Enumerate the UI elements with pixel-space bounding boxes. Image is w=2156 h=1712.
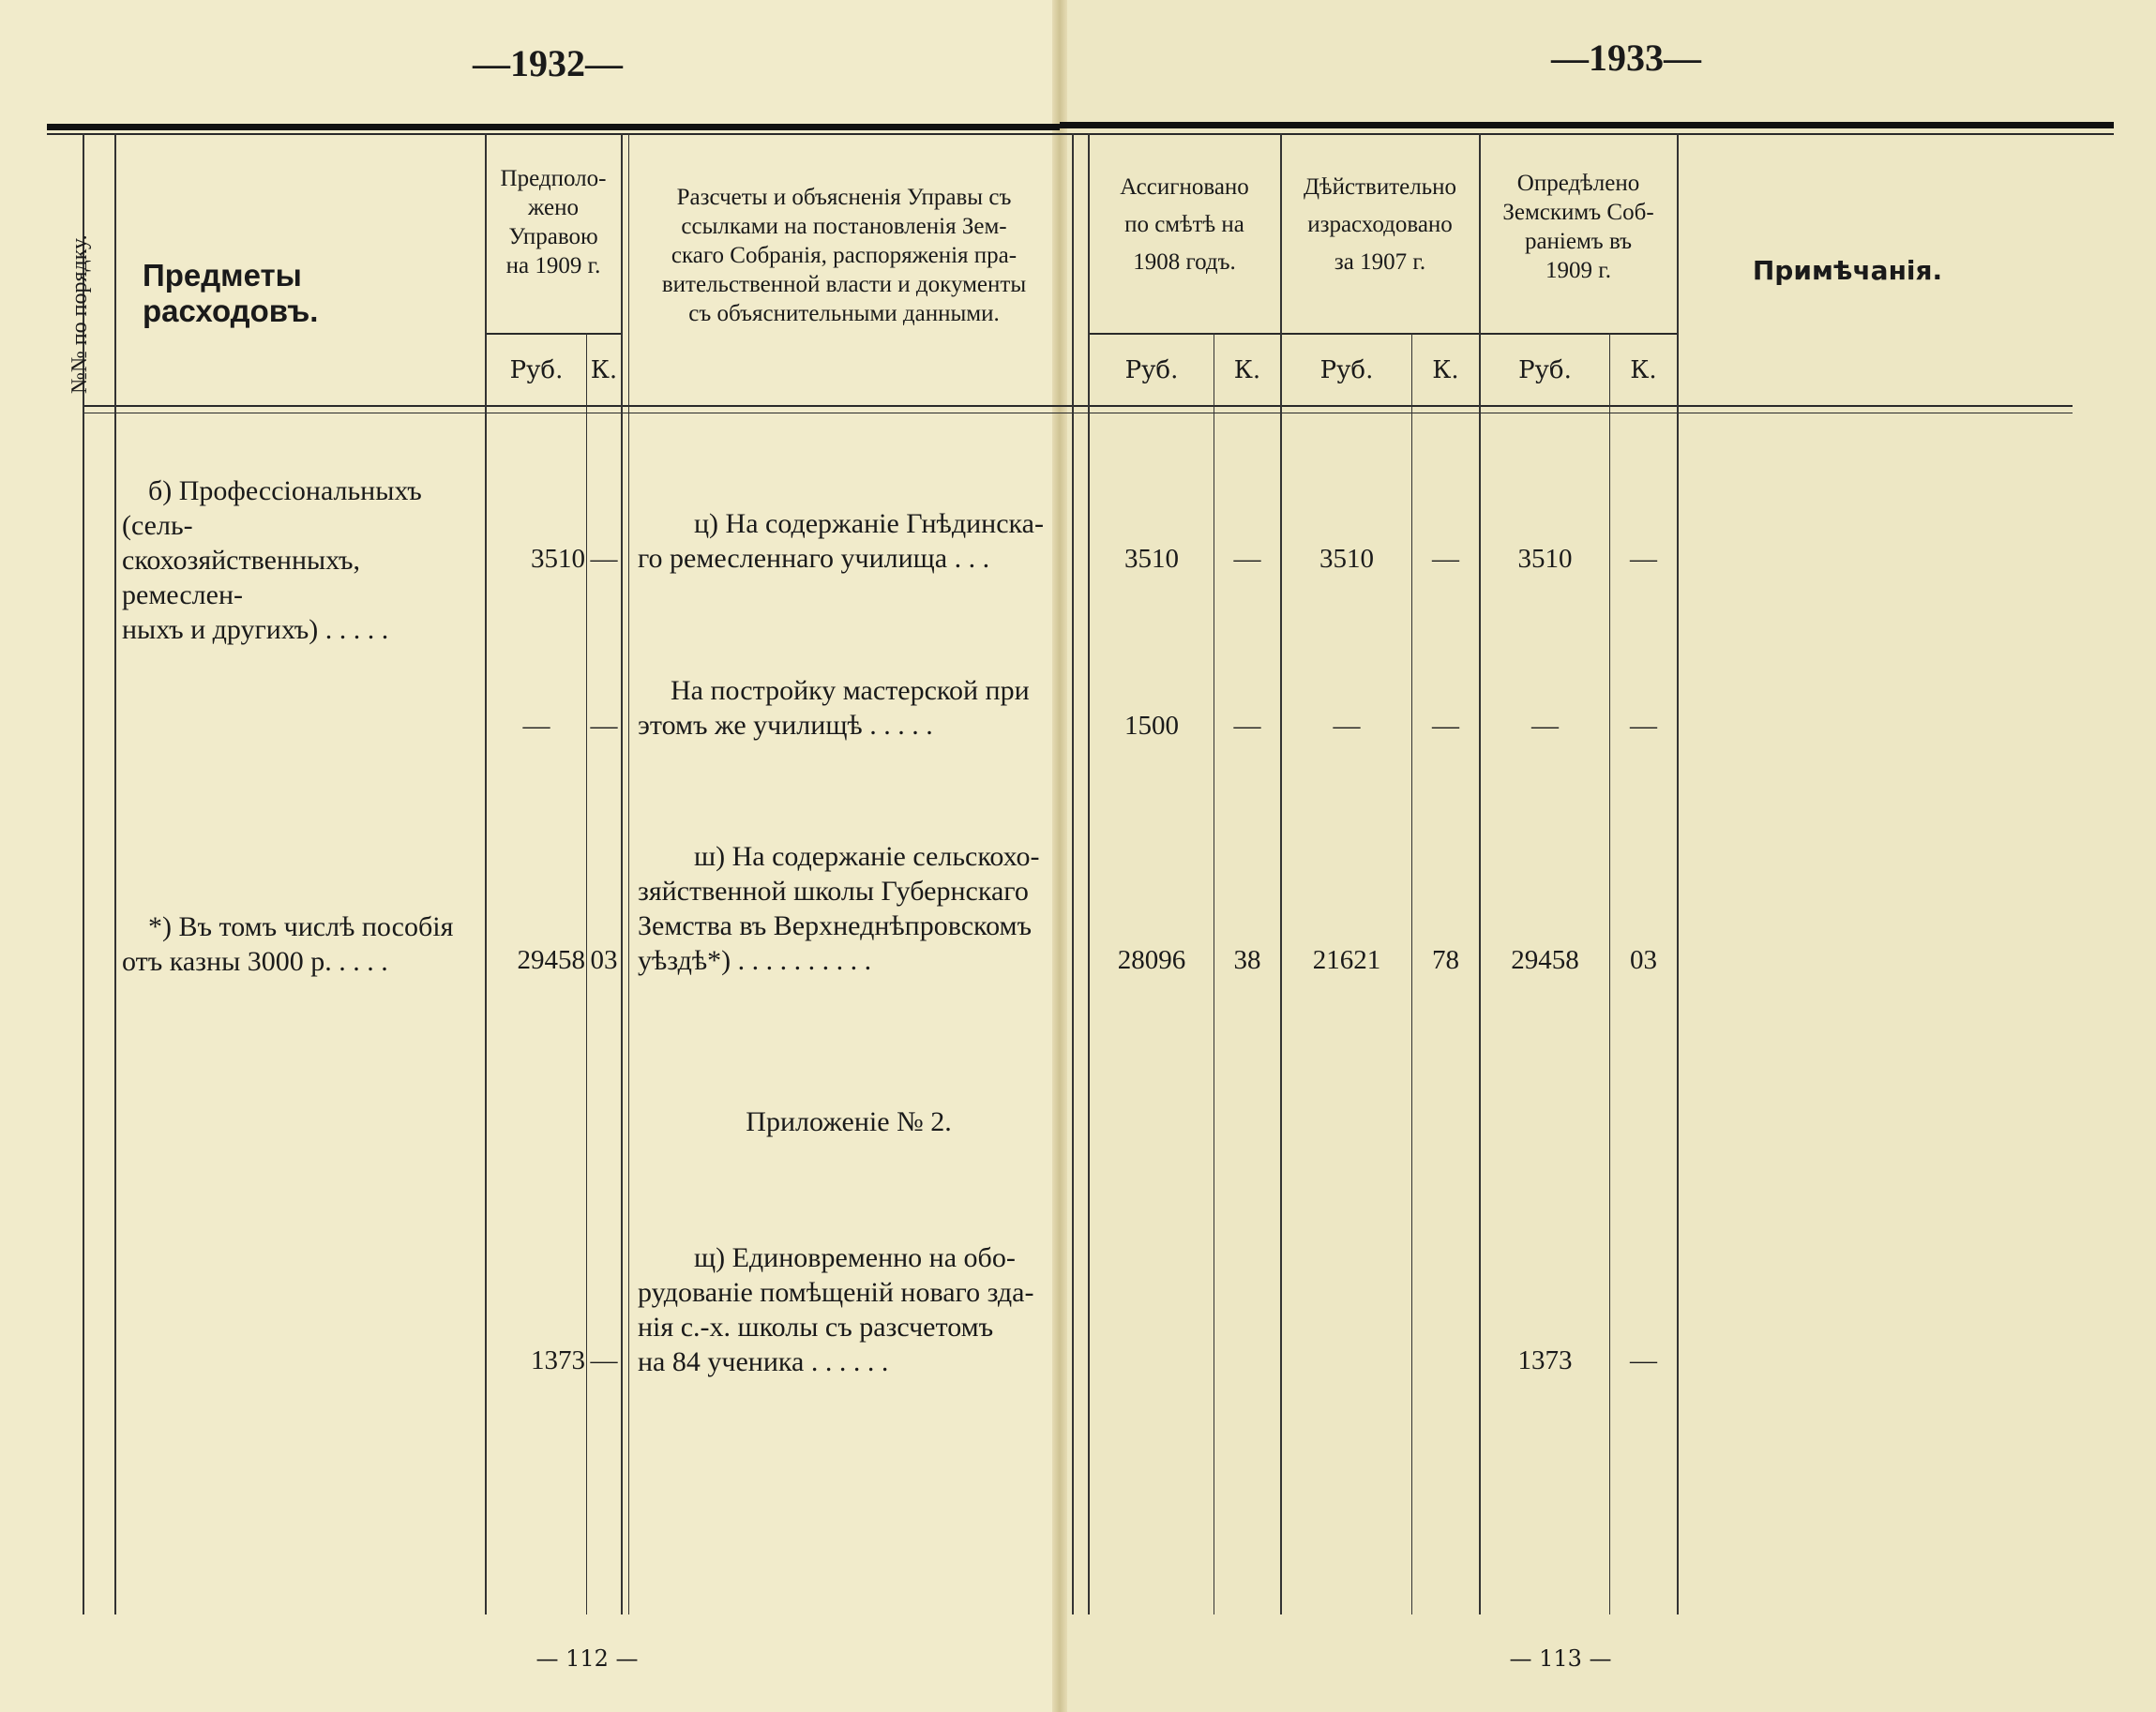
decided-kop-row3: 03 bbox=[1630, 945, 1657, 975]
spent-kop-row3: 78 bbox=[1432, 945, 1459, 975]
right-header-bottom-rule bbox=[1060, 405, 2073, 407]
proposed-kop-header: К. bbox=[590, 356, 618, 384]
left-order-col-vline bbox=[114, 133, 116, 1614]
assigned-kop-row1: — bbox=[1233, 544, 1261, 574]
proposed-rub-row5: 1373 bbox=[531, 1345, 585, 1375]
spent-rub-header: Руб. bbox=[1319, 356, 1374, 384]
right-top-rule-thin bbox=[1060, 133, 2114, 135]
spent-kop-row2: — bbox=[1432, 711, 1459, 741]
spent-rub-row1: 3510 bbox=[1319, 544, 1374, 574]
spent-kop-header: К. bbox=[1432, 356, 1459, 384]
right-page-number: —1933— bbox=[1551, 37, 1701, 79]
left-item-col-vline bbox=[485, 133, 487, 1614]
assigned-kop-header: К. bbox=[1233, 356, 1261, 384]
left-top-rule bbox=[47, 124, 1060, 130]
left-top-rule-thin bbox=[47, 133, 1060, 135]
proposed-kop-row5: — bbox=[590, 1345, 618, 1375]
spent-rub-row2: — bbox=[1333, 711, 1361, 741]
proposed-rub-header: Руб. bbox=[509, 356, 564, 384]
desc-gnedin-school: ц) На содержаніе Гнѣдинска- го ремесленнаго училища . . . bbox=[638, 508, 1044, 574]
assigned-kop-row2: — bbox=[1233, 711, 1261, 741]
assigned-rub-row1: 3510 bbox=[1124, 544, 1179, 574]
spent-col-vline bbox=[1479, 133, 1481, 1614]
decided-rub-row3: 29458 bbox=[1511, 945, 1579, 975]
assigned-rub-row3: 28096 bbox=[1117, 945, 1186, 975]
spent-kop-row1: — bbox=[1432, 544, 1459, 574]
proposed-kop-row1: — bbox=[590, 544, 618, 574]
left-proposed-col-vline bbox=[621, 133, 623, 1614]
right-top-rule bbox=[1060, 122, 2114, 128]
right-left-border-vline bbox=[1088, 133, 1090, 1614]
decided-kop-header: К. bbox=[1630, 356, 1657, 384]
decided-rub-header: Руб. bbox=[1518, 356, 1572, 384]
appendix-2-label: Приложеніе № 2. bbox=[746, 1106, 952, 1137]
spent-rub-row3: 21621 bbox=[1312, 945, 1381, 975]
decided-kop-row2: — bbox=[1630, 711, 1657, 741]
decided-rub-row4: 1373 bbox=[1517, 1345, 1573, 1375]
decided-kop-row4: — bbox=[1630, 1345, 1657, 1375]
proposed-header: Предполо- жено Управою на 1909 г. bbox=[500, 166, 607, 278]
order-number-header: №№ по порядку. bbox=[68, 234, 92, 394]
right-inner-vline bbox=[1072, 133, 1074, 1614]
explanations-header: Разсчеты и объясненія Управы съ ссылками на постановленія Зем- скаго Собранія, распоряженія пра- вительственной власти и документы съ объяснительными данными. bbox=[661, 185, 1027, 326]
left-proposed-col-vline-2 bbox=[628, 133, 629, 1614]
right-footer-page-number: — 113 — bbox=[1509, 1645, 1612, 1672]
assigned-rub-header: Руб. bbox=[1124, 356, 1179, 384]
desc-agricultural-school: ш) На содержаніе сельскохо- зяйственной школы Губернскаго Земства въ Верхнеднѣпровскомъ уѣздѣ*) . . . . . . . . . . bbox=[638, 841, 1040, 976]
proposed-rub-row2: — bbox=[522, 711, 550, 741]
right-unit-divider bbox=[1088, 333, 1677, 335]
proposed-kop-row2: — bbox=[590, 711, 618, 741]
items-header: Предметы расходовъ. bbox=[143, 258, 319, 328]
notes-header: Примѣчанія. bbox=[1752, 255, 1943, 286]
desc-workshop-construction: На постройку мастерской при этомъ же училищѣ . . . . . bbox=[638, 675, 1030, 741]
left-header-bottom-rule bbox=[84, 405, 1060, 407]
proposed-rub-row3: 29458 bbox=[517, 945, 585, 975]
left-footer-page-number: — 112 — bbox=[535, 1645, 639, 1672]
decided-rub-row1: 3510 bbox=[1517, 544, 1573, 574]
left-unit-divider bbox=[486, 333, 622, 335]
assigned-header: Ассигновано по смѣтѣ на 1908 годъ. bbox=[1120, 174, 1249, 275]
assigned-kop-row3: 38 bbox=[1233, 945, 1261, 975]
decided-kop-row1: — bbox=[1630, 544, 1657, 574]
item-professional: б) Профессіональныхъ (сель- скохозяйственныхъ, ремеслен- ныхъ и другихъ) . . . . . bbox=[122, 475, 422, 645]
proposed-kop-row3: 03 bbox=[590, 945, 618, 975]
desc-one-time-equipment: щ) Единовременно на обо- рудованіе помѣщеній новаго зда- нія с.-х. школы съ разсчетомъ на 84 ученика . . . . . . bbox=[638, 1242, 1034, 1377]
decided-col-vline bbox=[1677, 133, 1679, 1614]
item-footnote-subsidy: *) Въ томъ числѣ пособія отъ казны 3000 р. . . . . bbox=[122, 911, 454, 977]
left-page-number: —1932— bbox=[473, 42, 623, 84]
spent-header: Дѣйствительно израсходовано за 1907 г. bbox=[1304, 174, 1456, 275]
decided-rub-row2: — bbox=[1531, 711, 1559, 741]
decided-header: Опредѣлено Земскимъ Соб- раніемъ въ 1909 г. bbox=[1502, 171, 1654, 283]
assigned-col-vline bbox=[1280, 133, 1282, 1614]
proposed-rub-row1: 3510 bbox=[531, 544, 585, 574]
assigned-rub-row2: 1500 bbox=[1124, 711, 1179, 741]
